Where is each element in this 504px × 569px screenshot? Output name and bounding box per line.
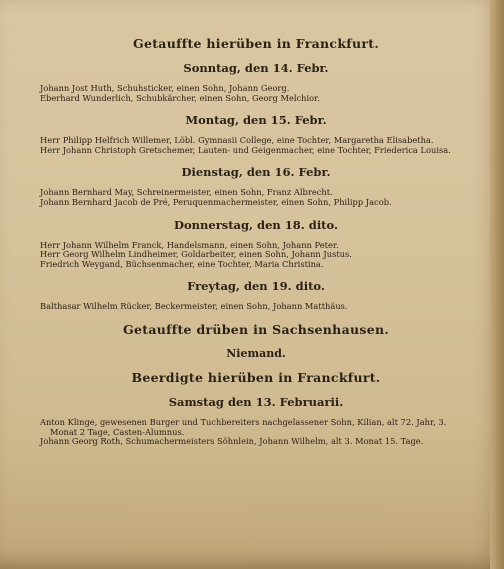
- register-entry: Anton Klinge, gewesenen Burger und Tuchbereiters nachgelassener Sohn, Kilian, alt 72. Jahr, 3. Monat 2 Tage, Casten-Alumnus.: [40, 416, 447, 437]
- register-entry: Herr Philipp Helfrich Willemer, Löbl. Gymnasii College, eine Tochter, Margaretha Elisabetha.: [40, 135, 434, 146]
- section-entries: [38, 136, 474, 155]
- register-entry: Herr Johann Wilhelm Franck, Handelsmann, einen Sohn, Johann Peter.: [40, 239, 339, 250]
- section-date: Montag, den 15. Febr.: [185, 113, 327, 128]
- register-entry: Herr Johann Christoph Gretschemer, Lauten- und Geigenmacher, eine Tochter, Friederica Louisa.: [40, 144, 451, 155]
- register-entry: Eberhard Wunderlich, Schubkärcher, einen Sohn, Georg Melchior.: [40, 92, 320, 103]
- heading-baptized-sachsenhausen: Getauffte drüben in Sachsenhausen.: [123, 321, 389, 337]
- section-date: Freytag, den 19. dito.: [187, 279, 325, 294]
- section-date: Donnerstag, den 18. dito.: [174, 217, 338, 232]
- buried-entries: [38, 418, 474, 447]
- heading-buried-frankfurt: Beerdigte hierüben in Franckfurt.: [131, 369, 381, 385]
- register-entry: Johann Jost Huth, Schuhsticker, einen Sohn, Johann Georg.: [40, 83, 290, 93]
- register-entry: Johann Bernhard Jacob de Pré, Peruquenmachermeister, einen Sohn, Philipp Jacob.: [40, 196, 392, 207]
- page-spine-shadow: [490, 0, 504, 569]
- register-entry: Friedrich Weygand, Büchsenmacher, eine Tochter, Maria Christina.: [40, 258, 324, 269]
- section-date: Dienstag, den 16. Febr.: [181, 165, 331, 180]
- register-entry: Balthasar Wilhelm Rücker, Beckermeister, einen Sohn, Johann Matthäus.: [40, 301, 348, 312]
- page-content: [38, 36, 474, 457]
- buried-date: Samstag den 13. Februarii.: [168, 394, 344, 409]
- section-entries: [38, 188, 474, 207]
- register-entry: Johann Georg Roth, Schumachermeisters Söhnlein, Johann Wilhelm, alt 3. Monat 15. Tage.: [40, 436, 424, 447]
- register-entry: Herr Georg Wilhelm Lindheimer, Goldarbeiter, einen Sohn, Johann Justus.: [40, 249, 352, 260]
- register-entry: Johann Bernhard May, Schreinermeister, einen Sohn, Franz Albrecht.: [40, 187, 333, 198]
- section-entries: [38, 302, 474, 312]
- section-date: Sonntag, den 14. Febr.: [183, 61, 329, 75]
- section-entries: [38, 241, 474, 270]
- niemand-note: Niemand.: [226, 346, 286, 360]
- heading-baptized-frankfurt: Getauffte hierüben in Franckfurt.: [133, 36, 379, 51]
- section-entries: [38, 84, 474, 103]
